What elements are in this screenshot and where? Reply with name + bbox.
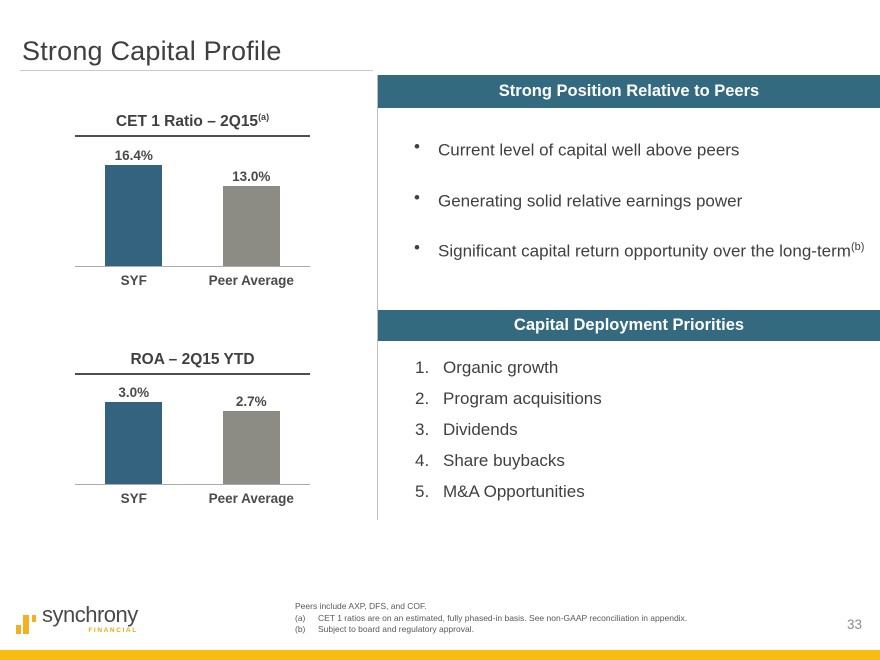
title-divider bbox=[20, 70, 373, 71]
section-header-strong-position: Strong Position Relative to Peers bbox=[378, 75, 880, 108]
x-axis-label: Peer Average bbox=[208, 491, 294, 507]
item-text: M&A Opportunities bbox=[443, 482, 585, 501]
bullet-text-main: Current level of capital well above peers bbox=[438, 140, 740, 160]
item-number: 4. bbox=[415, 451, 430, 470]
x-axis-label: SYF bbox=[120, 273, 147, 289]
item-text: Organic growth bbox=[443, 358, 559, 377]
bar-value-label: 16.4% bbox=[114, 148, 153, 164]
numbered-item bbox=[378, 383, 880, 414]
chart-roa bbox=[75, 350, 310, 506]
footnote-text: Peers include AXP, DFS, and COF. bbox=[295, 601, 427, 611]
bar bbox=[105, 402, 162, 484]
synchrony-logo-icon bbox=[16, 614, 37, 634]
chart-plot-area bbox=[75, 375, 310, 485]
bar-group bbox=[75, 375, 193, 484]
bar-group bbox=[193, 137, 311, 266]
footnote-text: Subject to board and regulatory approval. bbox=[318, 624, 474, 634]
footnote-tag: (a) bbox=[295, 612, 306, 623]
chart-title bbox=[75, 350, 310, 375]
footnotes bbox=[295, 601, 687, 636]
synchrony-logo bbox=[16, 604, 138, 634]
bullet-text-main: Generating solid relative earnings power bbox=[438, 191, 743, 211]
chart-x-axis-labels bbox=[75, 485, 310, 506]
chart-title-text: CET 1 Ratio – 2Q15 bbox=[115, 113, 259, 131]
bar bbox=[223, 411, 280, 485]
numbered-list bbox=[378, 341, 880, 507]
footnote-tag: (b) bbox=[295, 624, 306, 634]
bullet-item bbox=[378, 135, 880, 162]
numbered-item bbox=[378, 414, 880, 445]
logo-subtext: FINANCIAL bbox=[88, 627, 138, 634]
bullet-text-main: Significant capital return opportunity over the long-term bbox=[438, 241, 851, 261]
bar-group bbox=[193, 375, 311, 484]
bar-value-label: 3.0% bbox=[118, 385, 150, 401]
logo-wordmark bbox=[42, 604, 138, 634]
bar bbox=[223, 186, 280, 266]
bullet-text bbox=[438, 236, 864, 263]
bullet-item bbox=[378, 236, 880, 263]
item-number: 1. bbox=[415, 358, 430, 377]
numbered-item bbox=[378, 476, 880, 507]
bullet-marker: • bbox=[414, 238, 420, 258]
item-number: 5. bbox=[415, 482, 430, 501]
chart-plot-area bbox=[75, 137, 310, 267]
bar-group bbox=[75, 137, 193, 266]
bullet-text bbox=[438, 186, 742, 213]
chart-title-text: ROA – 2Q15 YTD bbox=[130, 351, 255, 369]
item-text: Dividends bbox=[443, 420, 518, 439]
x-axis-label: SYF bbox=[120, 491, 147, 507]
bar bbox=[105, 165, 162, 266]
x-axis-label: Peer Average bbox=[208, 273, 294, 289]
item-text: Share buybacks bbox=[443, 451, 565, 470]
item-text: Program acquisitions bbox=[443, 389, 602, 408]
footnote-line bbox=[295, 601, 687, 613]
bottom-accent-bar bbox=[0, 650, 880, 660]
footnote-line bbox=[295, 613, 687, 625]
numbered-item bbox=[378, 445, 880, 476]
item-number: 2. bbox=[415, 389, 430, 408]
bullet-footnote-ref: (b) bbox=[850, 241, 865, 254]
chart-x-axis-labels bbox=[75, 267, 310, 288]
footnote-text: CET 1 ratios are on an estimated, fully phased-in basis. See non-GAAP reconciliation in appendix. bbox=[318, 612, 688, 623]
numbered-item bbox=[378, 352, 880, 383]
bullet-marker: • bbox=[414, 187, 420, 207]
footnote-line bbox=[295, 624, 687, 636]
section-header-capital-deployment: Capital Deployment Priorities bbox=[378, 310, 880, 341]
bar-value-label: 2.7% bbox=[235, 393, 267, 409]
bullet-text bbox=[438, 135, 739, 162]
bar-value-label: 13.0% bbox=[232, 169, 271, 185]
bullet-item bbox=[378, 186, 880, 213]
bullet-list bbox=[378, 108, 880, 287]
logo-name: synchrony bbox=[42, 602, 138, 627]
page-title: Strong Capital Profile bbox=[22, 36, 282, 66]
chart-title-footnote-ref: (a) bbox=[258, 112, 270, 122]
chart-title bbox=[75, 112, 310, 137]
bullet-marker: • bbox=[414, 137, 420, 156]
item-number: 3. bbox=[415, 420, 430, 439]
page-number: 33 bbox=[846, 617, 862, 632]
chart-cet1-ratio bbox=[75, 112, 310, 288]
